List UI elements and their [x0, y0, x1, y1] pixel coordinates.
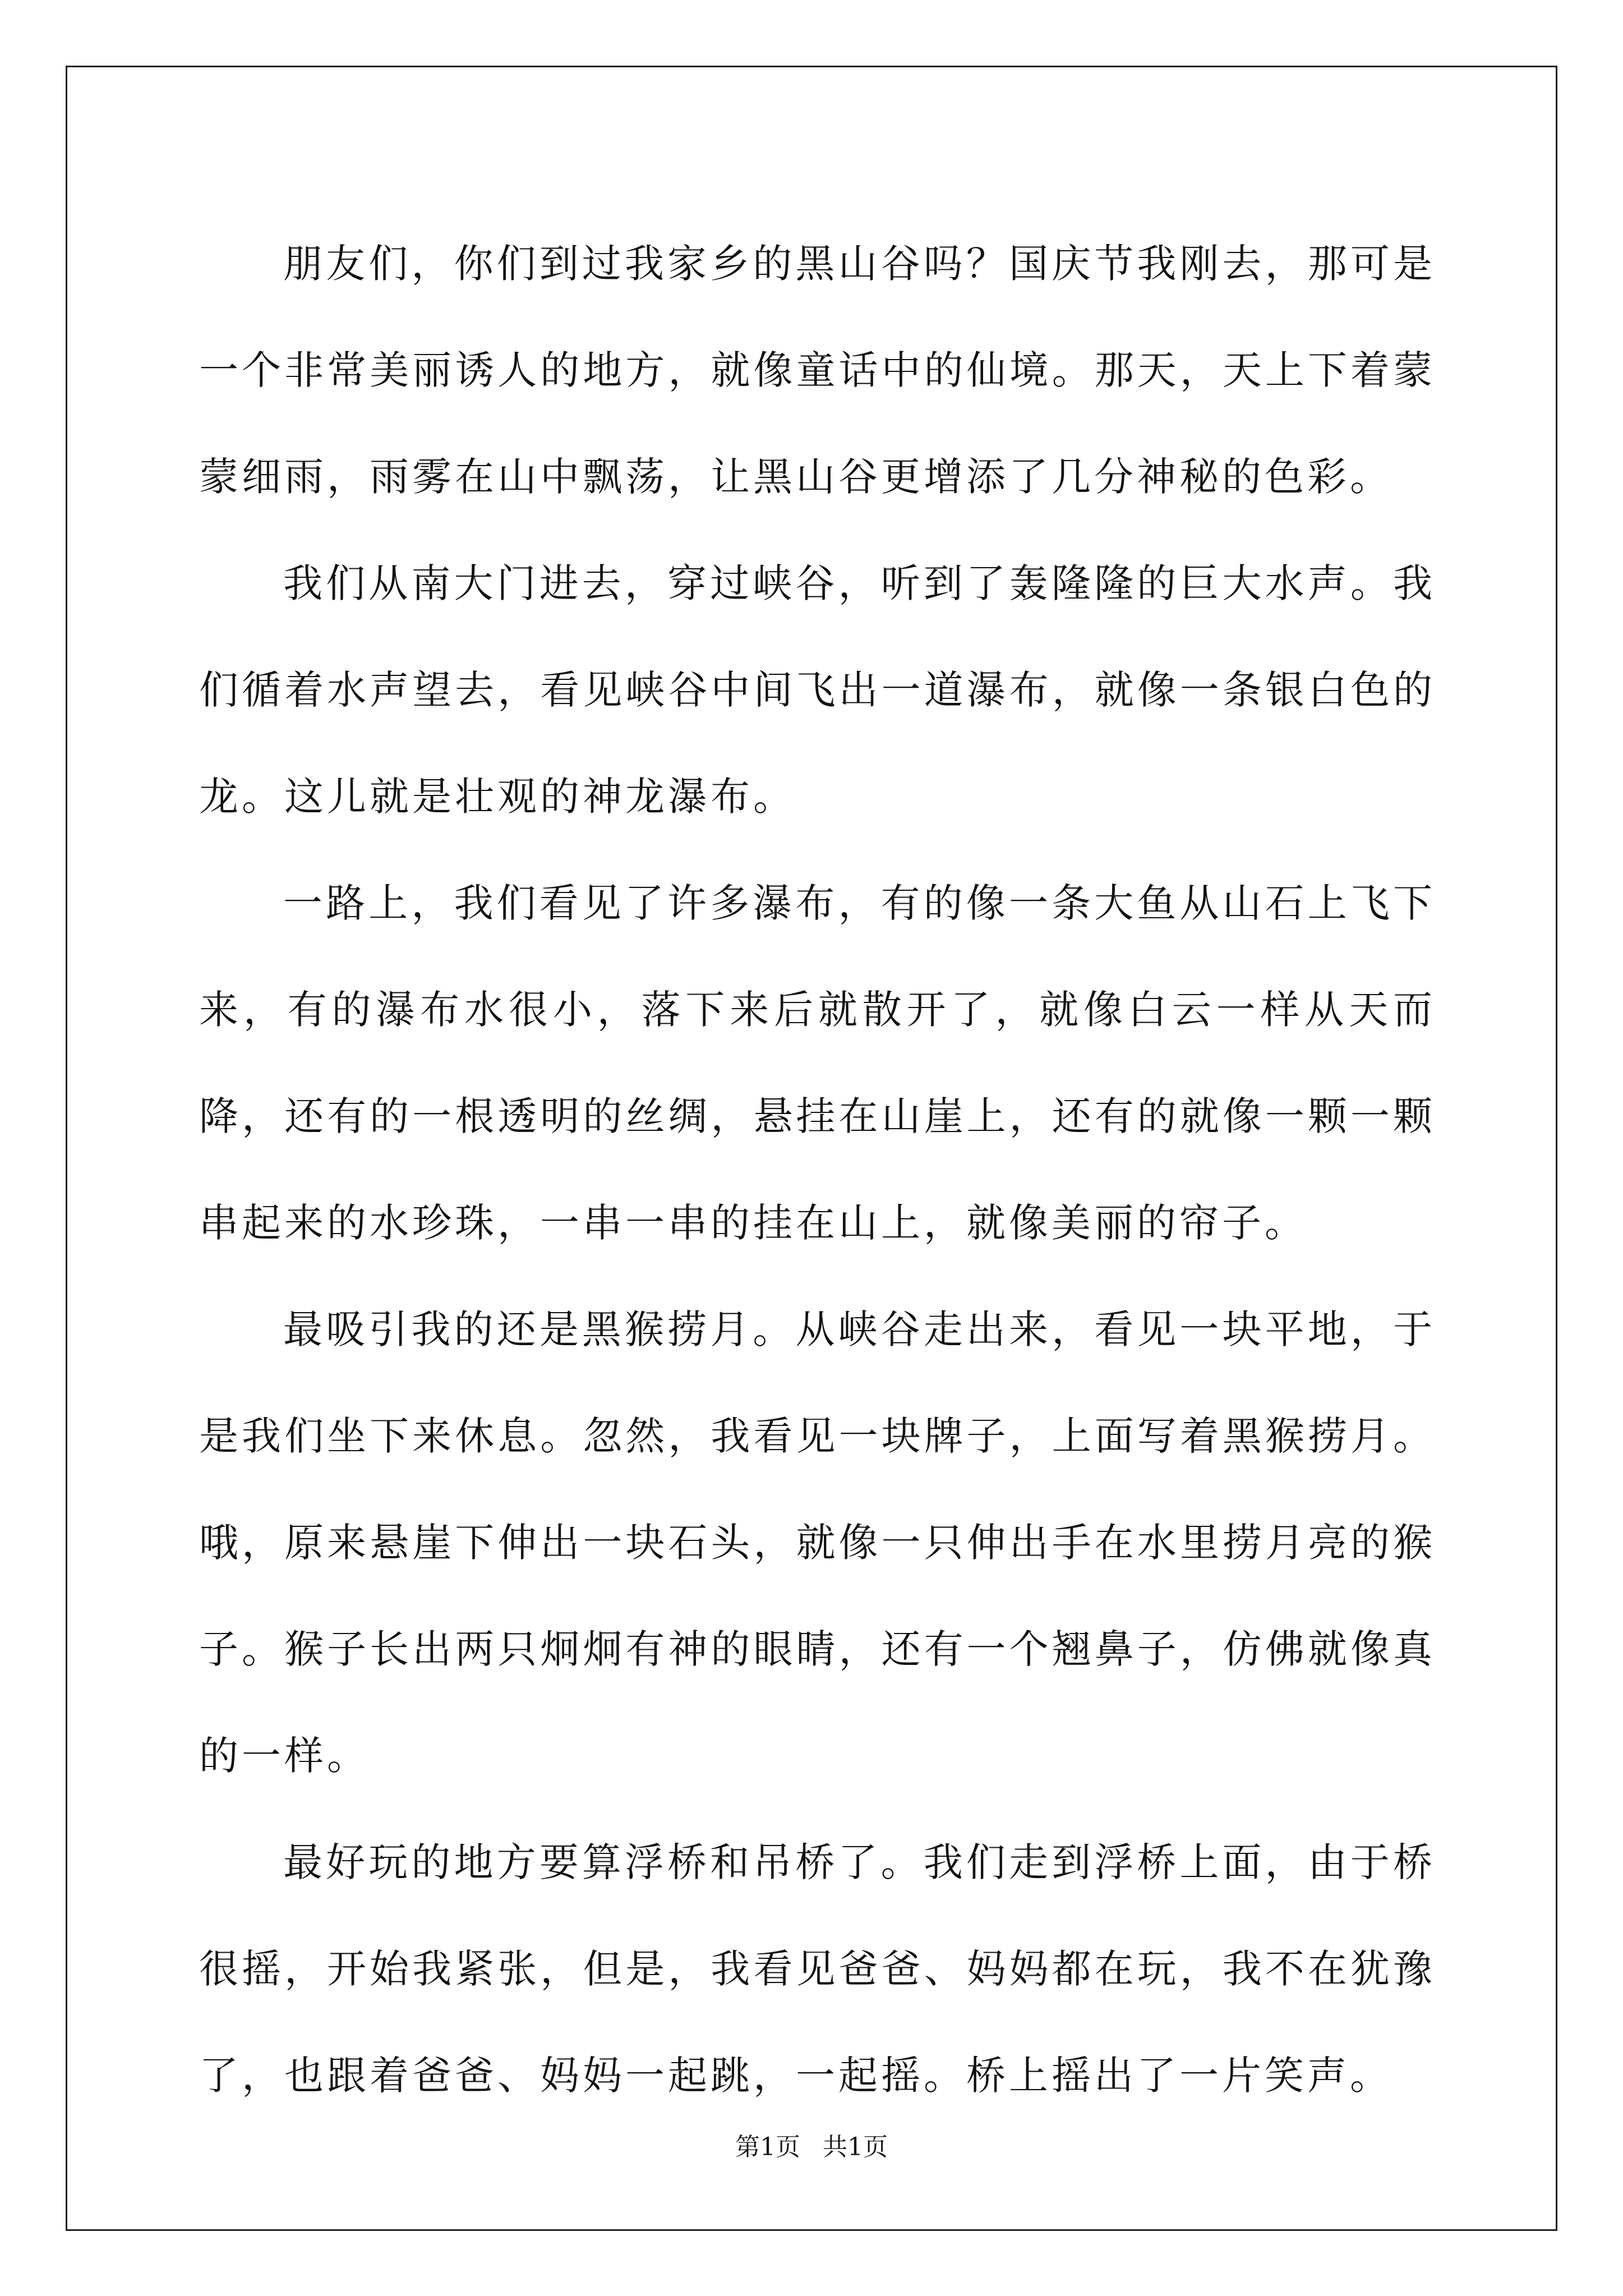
paragraph-2: 我们从南大门进去，穿过峡谷，听到了轰隆隆的巨大水声。我们循着水声望去，看见峡谷中间飞出一道瀑布，就像一条银白色的龙。这儿就是壮观的神龙瀑布。: [199, 560, 1436, 820]
paragraph-5: 最好玩的地方要算浮桥和吊桥了。我们走到浮桥上面，由于桥很摇，开始我紧张，但是，我看见爸爸、妈妈都在玩，我不在犹豫了，也跟着爸爸、妈妈一起跳，一起摇。桥上摇出了一片笑声。: [199, 1839, 1436, 2099]
page-footer: [0, 2131, 1623, 2164]
paragraph-3: 一路上，我们看见了许多瀑布，有的像一条大鱼从山石上飞下来，有的瀑布水很小，落下来后就散开了，就像白云一样从天而降，还有的一根透明的丝绸，悬挂在山崖上，还有的就像一颗一颗串起来的水珍珠，一串一串的挂在山上，就像美丽的帘子。: [199, 880, 1436, 1246]
paragraph-1: 朋友们，你们到过我家乡的黑山谷吗？国庆节我刚去，那可是一个非常美丽诱人的地方，就像童话中的仙境。那天，天上下着蒙蒙细雨，雨雾在山中飘荡，让黑山谷更增添了几分神秘的色彩。: [199, 241, 1436, 500]
document-body: [199, 210, 1436, 2129]
page-number: 第1页: [735, 2133, 800, 2161]
page-total: 共1页: [823, 2133, 888, 2161]
paragraph-4: 最吸引我的还是黑猴捞月。从峡谷走出来，看见一块平地，于是我们坐下来休息。忽然，我看见一块牌子，上面写着黑猴捞月。哦，原来悬崖下伸出一块石头，就像一只伸出手在水里捞月亮的猴子。猴子长出两只炯炯有神的眼睛，还有一个翘鼻子，仿佛就像真的一样。: [199, 1306, 1436, 1779]
